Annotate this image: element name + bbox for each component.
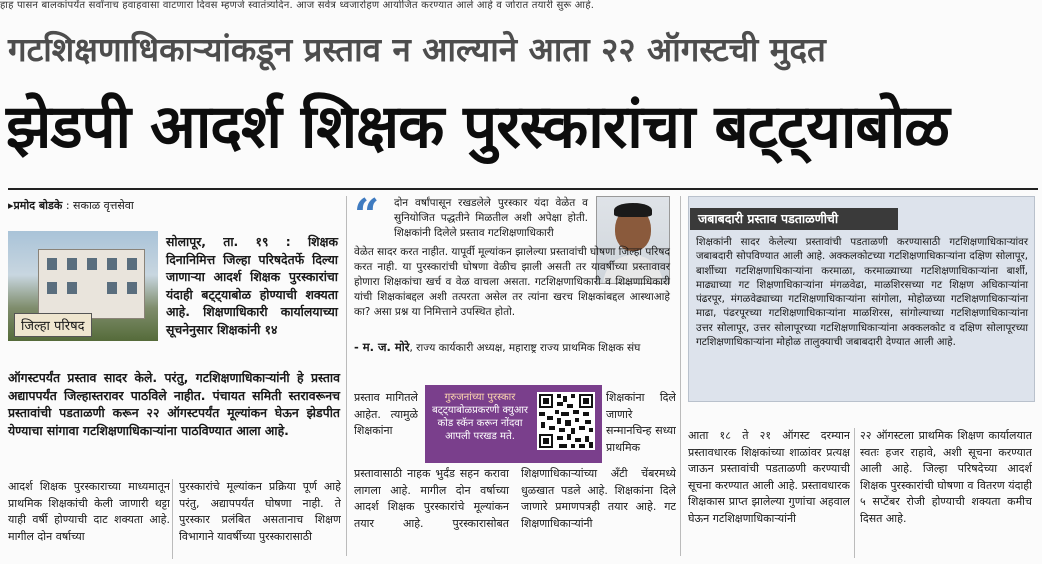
quote-text-body: वेळेत सादर करत नाहीत. यापूर्वी मूल्यांकन झालेल्या प्रस्तावांची घोषणा जिल्हा परिषद करत नाही. या पुरस्कारांची घोषणा वेळीच झाली असती तर यावर्षीच्या प्रस्तावावर होणारा शिक्षकांचा खर्च व वेळ वाचला असता. गटशिक्षणाधिकारी व शिक्षणाधिकारी यांची शिक्षकांबद्दल अशी तत्परता असेल तर त्यांना खरच शिक्षकांबद्दल आस्थाआहे का? असा प्रश्न या निमित्ताने उपस्थित होतो. (354, 246, 670, 318)
qr-panel-header: गुरुजनांच्या पुरस्कार (444, 392, 516, 403)
byline (8, 198, 134, 214)
byline-arrow-icon: ▸ (8, 199, 14, 212)
quote-author-name: - म. ज. मोरे (354, 340, 410, 354)
quote-author-title: , राज्य कार्यकारी अध्यक्ष, महाराष्ट्र राज्य प्राथमिक शिक्षक संघ (409, 342, 641, 354)
photo-caption: जिल्हा परिषद (14, 313, 92, 337)
byline-author: प्रमोद बोडके (13, 199, 63, 212)
body-column-text: २२ ऑगस्टला प्राथमिक शिक्षण कार्यालयात स्वतः हजर राहावे, अशी सूचना करण्यात आली आहे. जिल्हा परिषदेच्या आदर्श शिक्षक पुरस्कारांची घोषणा व वितरण यंदाही ५ सप्टेंबर रोजी होण्याची शक्यता कमीच दिसत आहे. (860, 429, 1032, 525)
sidebar-text: शिक्षकांनी सादर केलेल्या प्रस्तावांची पडताळणी करण्यासाठी गटशिक्षणाधिकाऱ्यांवर जबाबदारी सोपविण्यात आली आहे. अक्कलकोटच्या गटशिक्षणाधिकाऱ्यांना दक्षिण सोलापूर, बार्शीच्या गटशिक्षणाधिकाऱ्यांना करमाळा, करमाळ्याच्या गटशिक्षणाधिकाऱ्यांना बार्शी, माढ्याच्या गट शिक्षणाधिकाऱ्यांना मंगळवेढा, माळशिरसच्या गट शिक्षण अधिकाऱ्यांना पंढरपूर, मंगळवेढ्याच्या गटशिक्षणाधिकाऱ्यांना सांगोला, मोहोळच्या गटशिक्षणाधिकाऱ्यांना माढा, पंढरपूरच्या गटशिक्षणाधिकाऱ्यांना माळशिरस, सांगोल्याच्या गटशिक्षणाधिकाऱ्यांना उत्तर सोलापूर, उत्तर सोलापूरच्या गटशिक्षणाधिकाऱ्यांना अक्कलकोट व दक्षिण सोलापूरच्या गटशिक्षणाधिकाऱ्यांना मोहोळ तालुक्याची जबाबदारी देण्यात आली आहे. (696, 237, 1028, 349)
column-divider (346, 196, 347, 556)
kicker-headline: गटशिक्षणाधिकाऱ्यांकडून प्रस्ताव न आल्याने आता २२ ऑगस्टची मुदत (8, 30, 826, 69)
column-divider (172, 479, 173, 559)
lead-paragraph: सोलापूर, ता. १९ : शिक्षक दिनानिमित्त जिल्हा परिषदेतर्फे दिल्या जाणाऱ्या आदर्श शिक्षक पुरस्कारांचा यंदाही बट्ट्याबोळ होण्याची शक्यता आहे. शिक्षणाधिकारी कार्यालयाच्या सूचनेनुसार शिक्षकांनी १४ (166, 234, 338, 337)
body-column-text: शिक्षकांना दिले जाणारे सन्मानचिन्ह सध्या प्राथमिक (606, 391, 676, 454)
main-headline: झेडपी आदर्श शिक्षक पुरस्कारांचा बट्ट्याबोळ (6, 92, 949, 162)
zp-building-photo (8, 231, 158, 341)
sidebar-title: जबाबदारी प्रस्ताव पडताळणीची (690, 208, 898, 230)
quote-author (354, 340, 674, 355)
qr-panel-body: बट्ट्याबोळप्रकरणी क्युआर कोड स्कॅन करून नोंदवा आपली परखड मते. (432, 405, 528, 442)
quote-mark-icon: “ (354, 190, 380, 241)
qr-panel-text (430, 391, 530, 443)
previous-article-strip: हाह पासन बालकांपर्यंत सर्वांनाच हवाहवासा वाटणारा दिवस म्हणजे स्वातंत्र्यदिन. आज सर्वत्र ध्वजारोहण आयोजित करण्यात आले आहे व जोरात तयारी सुरू आहे. (0, 0, 595, 11)
body-column-text: आदर्श शिक्षक पुरस्काराच्या माध्यमातून प्राथमिक शिक्षकांची केली जाणारी थट्टा याही वर्षी होण्याची दाट शक्यता आहे. मागील दोन वर्षाच्या (8, 480, 170, 543)
body-column-text: प्रस्तावासाठी नाहक भुर्दंड सहन करावा लागला आहे. मागील दोन वर्षाच्या आदर्श शिक्षक पुरस्कारांचे मूल्यांकन तयार आहे. पुरस्कारासोबत शिक्षणाधिकाऱ्यांच्या अँटी चेंबरमध्ये धुळखात पडले आहे. शिक्षकांना दिले जाणारे प्रमाणपत्रही तयार आहे. गट शिक्षणाधिकाऱ्यांनी (354, 467, 676, 530)
body-column-text: प्रस्ताव मागितले आहेत. त्यामुळे शिक्षकांना (354, 391, 418, 437)
body-column-text: पुरस्कारांचे मूल्यांकन प्रक्रिया पूर्ण आहे परंतु, अद्यापपर्यंत घोषणा नाही. ते पुरस्कार प्रलंबित असतानाच शिक्षण विभागाने यावर्षीच्या पुरस्कारासाठी (179, 480, 341, 543)
headline-rule (8, 188, 1038, 190)
qr-code-icon[interactable] (537, 392, 595, 450)
lead-paragraph-continued: ऑगस्टपर्यंत प्रस्ताव सादर केले. परंतु, गटशिक्षणाधिकाऱ्यांनी हे प्रस्ताव अद्यापपर्यंत जिल्हास्तरावर पाठविले नाहीत. पंचायत समिती स्तरावरूनच प्रस्तावांची पडताळणी करून २२ ऑगस्टपर्यंत मूल्यांकन घेऊन झेडपीत येण्याचा सांगावा गटशिक्षणाधिकाऱ्यांना पाठविण्यात आला आहे. (8, 370, 340, 438)
building-icon (38, 249, 145, 319)
column-divider (854, 428, 855, 558)
byline-source: : सकाळ वृत्तसेवा (65, 199, 134, 212)
quote-text-top: दोन वर्षांपासून रखडलेले पुरस्कार यंदा वेळेत व सुनियोजित पद्धतीने मिळतील अशी अपेक्षा होती. शिक्षकांनी दिलेले प्रस्ताव गटशिक्षणाधिकारी (394, 197, 588, 239)
body-column-text: आता १८ ते २१ ऑगस्ट दरम्यान प्रस्तावधारक शिक्षकांच्या शाळांवर प्रत्यक्ष जाऊन प्रस्तावांची पडताळणी करण्याची सूचना करण्यात आली आहे. प्रस्तावधारक शिक्षकास प्राप्त झालेल्या गुणांचा अहवाल घेऊन गटशिक्षणाधिकाऱ्यांनी (688, 429, 850, 525)
column-divider (680, 196, 681, 556)
